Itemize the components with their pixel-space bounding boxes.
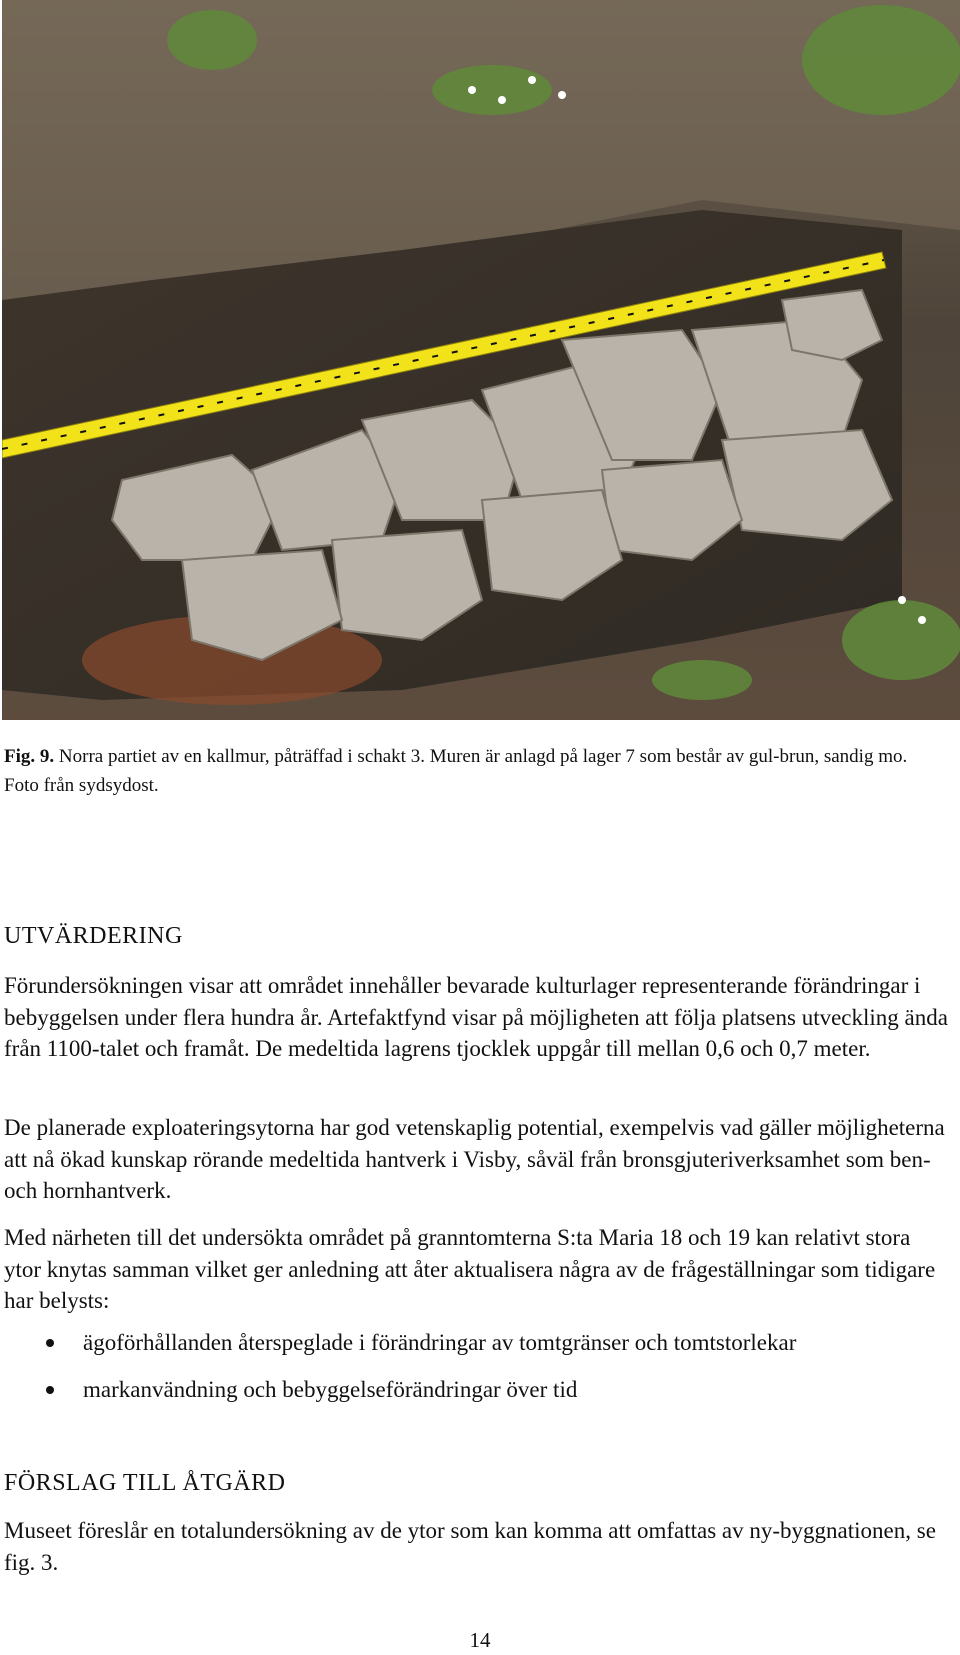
page-number: 14 [469,1628,491,1652]
paragraph: De planerade exploateringsytorna har god vetenskaplig potential, exempelvis vad gäller möjligheterna att nå ökad kunskap rörande medeltida hantverk i Visby, såväl från bronsgjuteriverksamhet som ben- och hornhantverk. [4,1115,945,1203]
figure-caption-text: Norra partiet av en kallmur, påträffad i schakt 3. Muren är anlagd på lager 7 som består av gul-brun, sandig mo. Foto från sydsydost. [4,746,908,796]
photo-illustration [2,0,960,720]
bullet-item [4,1374,952,1421]
bullet-icon [46,1339,54,1347]
section-heading-proposal: FÖRSLAG TILL ÅTGÄRD [4,1470,286,1496]
bullet-icon [46,1386,54,1394]
paragraph: Förundersökningen visar att området innehåller bevarade kulturlager representerande förändringar i bebyggelsen under flera hundra år. Artefaktfynd visar på möjligheten att följa platsens utveckling ända från 1100-talet och framåt. De medeltida lagrens tjocklek uppgår till mellan 0,6 och 0,7 meter. [4,973,948,1061]
bullet-text: markanvändning och bebyggelseförändringar över tid [83,1377,578,1402]
paragraph: Museet föreslår en totalundersökning av de ytor som kan komma att omfattas av ny-byggnationen, se fig. 3. [4,1518,936,1575]
bullet-item [4,1327,952,1374]
bullet-text: ägoförhållanden återspeglade i förändringar av tomtgränser och tomtstorlekar [83,1330,797,1355]
excavation-photo [2,0,960,720]
figure-caption [4,742,934,800]
figure-label: Fig. 9. [4,746,55,767]
section-heading-evaluation: UTVÄRDERING [4,923,183,949]
bullet-list [4,1327,952,1421]
paragraph: Med närheten till det undersökta området på granntomterna S:ta Maria 18 och 19 kan relativt stora ytor knytas samman vilket ger anledning att åter aktualisera några av de frågeställningar som tidigare har belysts: [4,1225,936,1313]
